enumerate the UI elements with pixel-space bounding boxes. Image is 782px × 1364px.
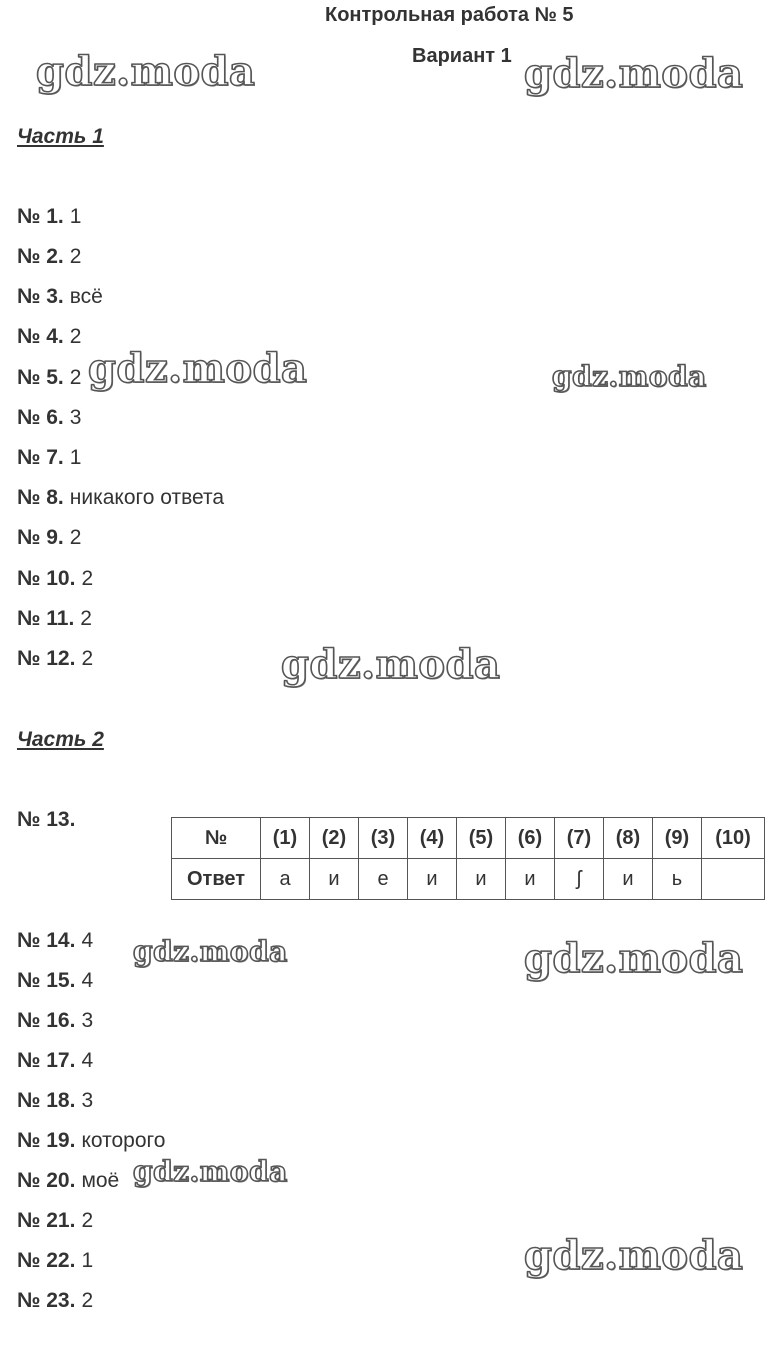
answer-value: 2	[69, 245, 82, 268]
watermark: gdz.moda	[524, 935, 744, 982]
answer-number: № 5.	[17, 366, 64, 389]
table-cell: и	[506, 859, 555, 900]
answer-4	[17, 325, 81, 349]
answer-23	[17, 1289, 93, 1313]
answer-value: которого	[81, 1129, 166, 1152]
table-cell: и	[408, 859, 457, 900]
watermark: gdz.moda	[133, 1155, 288, 1188]
table-column-header: (2)	[310, 818, 359, 859]
answer-10	[17, 567, 93, 591]
table-cell	[702, 859, 765, 900]
answer-5	[17, 366, 81, 390]
watermark: gdz.moda	[552, 360, 707, 393]
answer-number: № 7.	[17, 446, 64, 469]
answer-number: № 8.	[17, 486, 64, 509]
answer-9	[17, 526, 81, 550]
table-answer-row	[172, 859, 765, 900]
answer-value: 1	[81, 1249, 94, 1272]
answer-13	[17, 808, 75, 832]
answer-number: № 16.	[17, 1009, 76, 1032]
answer-value: 2	[80, 607, 92, 630]
answer-2	[17, 245, 81, 269]
answer-3	[17, 285, 103, 309]
answer-value: 2	[81, 1289, 94, 1312]
table-column-header: (1)	[261, 818, 310, 859]
watermark: gdz.moda	[524, 50, 744, 97]
table-cell: и	[604, 859, 653, 900]
answer-value: моё	[81, 1169, 120, 1192]
answer-number: № 19.	[17, 1129, 76, 1152]
table-cell: ь	[653, 859, 702, 900]
answer-value: 3	[81, 1089, 94, 1112]
answer-15	[17, 969, 93, 993]
table-cell: ʃ	[555, 859, 604, 900]
answer-number: № 2.	[17, 245, 64, 268]
table-answer-label: Ответ	[172, 859, 261, 900]
answer-number: № 14.	[17, 929, 76, 952]
answer-value: 2	[81, 1209, 94, 1232]
answer-1	[17, 205, 81, 229]
answer-number: № 23.	[17, 1289, 76, 1312]
answer-value: 4	[81, 929, 94, 952]
answer-20	[17, 1169, 119, 1193]
table-column-header: (5)	[457, 818, 506, 859]
variant-label: Вариант 1	[412, 45, 512, 67]
answer-value: 3	[81, 1009, 94, 1032]
answer-value: 2	[69, 366, 82, 389]
answer-number: № 10.	[17, 567, 76, 590]
answer-value: 2	[81, 647, 94, 670]
watermark: gdz.moda	[524, 1232, 744, 1279]
answer-number: № 3.	[17, 285, 64, 308]
answer-number: № 13.	[17, 808, 76, 831]
answer-number: № 6.	[17, 406, 64, 429]
answer-value: 2	[81, 567, 94, 590]
answer-8	[17, 486, 224, 510]
answer-11	[17, 607, 92, 631]
answer-18	[17, 1089, 93, 1113]
table-cell: и	[457, 859, 506, 900]
answer-number: № 22.	[17, 1249, 76, 1272]
answer-value: всё	[69, 285, 103, 308]
answer-value: 2	[69, 325, 82, 348]
answer-12	[17, 647, 93, 671]
answer-value: 3	[69, 406, 82, 429]
table-cell: е	[359, 859, 408, 900]
answer-number: № 12.	[17, 647, 76, 670]
watermark: gdz.moda	[281, 641, 501, 688]
part2-heading: Часть 2	[17, 728, 104, 751]
answer-number: № 1.	[17, 205, 64, 228]
answer-value: 1	[69, 446, 82, 469]
answer-19	[17, 1129, 165, 1153]
table-cell: и	[310, 859, 359, 900]
table-column-header: (9)	[653, 818, 702, 859]
table-column-header: (4)	[408, 818, 457, 859]
page-title: Контрольная работа № 5	[325, 4, 574, 26]
answer-value: 4	[81, 1049, 94, 1072]
table-column-header: (6)	[506, 818, 555, 859]
answer-22	[17, 1249, 93, 1273]
table-column-header: (8)	[604, 818, 653, 859]
answer-number: № 4.	[17, 325, 64, 348]
watermark: gdz.moda	[36, 48, 256, 95]
answer-value: 2	[69, 526, 82, 549]
answer-number: № 9.	[17, 526, 64, 549]
answer-number: № 20.	[17, 1169, 76, 1192]
answer-number: № 17.	[17, 1049, 76, 1072]
table-column-header: (3)	[359, 818, 408, 859]
answer-6	[17, 406, 81, 430]
answer-number: № 18.	[17, 1089, 76, 1112]
answer-number: № 15.	[17, 969, 76, 992]
answer-7	[17, 446, 81, 470]
answer-value: 1	[69, 205, 82, 228]
answer-number: № 11.	[17, 607, 75, 630]
table-column-header: (7)	[555, 818, 604, 859]
answer-17	[17, 1049, 93, 1073]
answer-value: 4	[81, 969, 94, 992]
answer-number: № 21.	[17, 1209, 76, 1232]
part1-heading: Часть 1	[17, 125, 104, 148]
answer-value: никакого ответа	[69, 486, 225, 509]
watermark: gdz.moda	[88, 345, 308, 392]
answer-14	[17, 929, 93, 953]
table-header-label: №	[172, 818, 261, 859]
table-column-header: (10)	[702, 818, 765, 859]
answer-table	[171, 817, 765, 900]
watermark: gdz.moda	[133, 935, 288, 968]
table-cell: а	[261, 859, 310, 900]
answer-16	[17, 1009, 93, 1033]
answer-21	[17, 1209, 93, 1233]
table-header-row	[172, 818, 765, 859]
